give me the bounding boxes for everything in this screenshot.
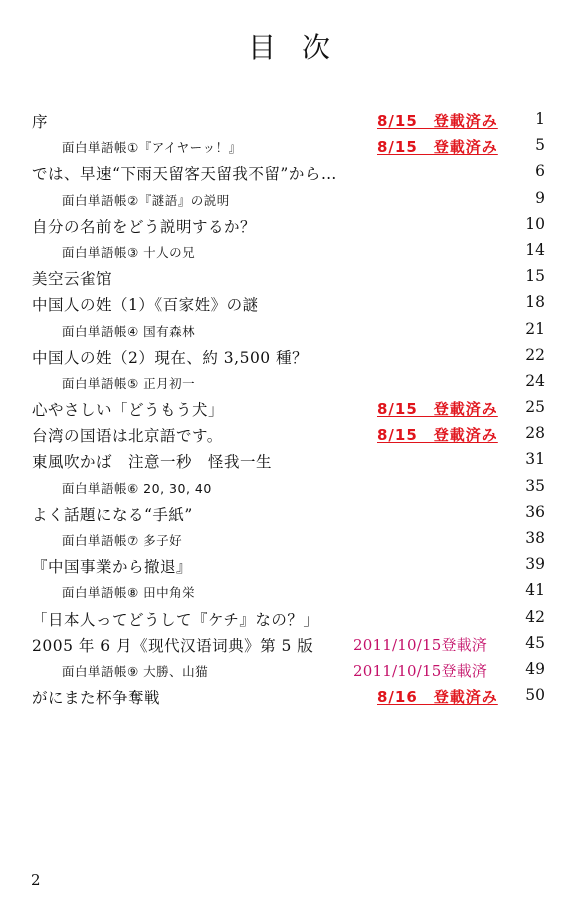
toc-entry-title: 中国人の姓（2）現在、約 3,500 種？	[32, 348, 309, 367]
toc-entry-title: 面白単語帳②『謎語』の説明	[62, 192, 230, 208]
toc-subentry	[0, 317, 578, 343]
toc-entry-page: 28	[525, 424, 545, 443]
toc-entry-page: 22	[525, 345, 545, 364]
toc-entry-page: 38	[525, 529, 545, 547]
toc-entry-page: 1	[535, 110, 545, 128]
toc-entry	[0, 683, 578, 709]
toc-entry	[0, 159, 578, 185]
toc-entry	[0, 212, 578, 238]
toc-subentry	[0, 369, 578, 395]
toc-entry-title: 自分の名前をどう説明するか？	[32, 217, 257, 236]
toc-entry-page: 25	[525, 398, 545, 417]
toc-entry-page: 24	[525, 371, 545, 390]
toc-subentry	[0, 578, 578, 604]
toc-subentry	[0, 186, 578, 212]
toc-entry-page: 31	[525, 450, 545, 469]
toc-entry-title: 面白単語帳⑦ 多子好	[62, 533, 183, 548]
toc-entry-page: 21	[525, 319, 545, 338]
toc-subentry	[0, 238, 578, 264]
toc-entry-page: 18	[525, 293, 545, 312]
publication-note: 2011/10/15登載済	[353, 661, 488, 680]
toc-entry-title: では、早速“下雨天留客天留我不留”から…	[32, 165, 337, 184]
toc-subentry	[0, 474, 578, 500]
publication-note: 8/15 登載済み	[377, 112, 498, 130]
toc-entry	[0, 107, 578, 133]
toc-entry-page: 36	[525, 502, 545, 521]
toc-entry	[0, 343, 578, 369]
page-title: 目次	[247, 31, 356, 64]
toc-entry-title: 東風吹かば 注意一秒 怪我一生	[32, 453, 273, 472]
toc-entry-page: 6	[535, 162, 545, 181]
publication-note: 8/15 登載済み	[377, 426, 498, 445]
toc-entry	[0, 552, 578, 578]
toc-entry	[0, 421, 578, 447]
toc-entry	[0, 395, 578, 421]
toc-entry-page: 49	[525, 659, 545, 678]
toc-entry	[0, 631, 578, 657]
toc-entry-title: 心やさしい「どうもう犬」	[32, 401, 225, 420]
toc-subentry	[0, 657, 578, 683]
toc-subentry	[0, 133, 578, 159]
toc-entry-title: がにまた杯争奪戦	[32, 689, 161, 708]
toc-entry-title: 美空云雀馆	[32, 270, 113, 289]
publication-note: 8/15 登載済み	[377, 400, 498, 419]
toc-entry-page: 15	[525, 267, 545, 286]
publication-note: 2011/10/15登載済	[353, 635, 488, 654]
toc-entry-title: 序	[32, 113, 49, 131]
toc-entry-page: 35	[525, 476, 545, 495]
toc-entry-title: 中国人の姓（1）《百家姓》の謎	[32, 296, 259, 315]
table-of-contents	[0, 107, 578, 709]
toc-entry-page: 50	[525, 686, 545, 705]
toc-entry	[0, 447, 578, 473]
page-number: 2	[31, 871, 41, 889]
toc-entry	[0, 500, 578, 526]
toc-entry	[0, 605, 578, 631]
toc-entry-title: 面白単語帳③ 十人の兄	[62, 244, 196, 260]
toc-entry-title: 面白単語帳⑨ 大勝、山猫	[62, 663, 209, 679]
toc-entry-title: 面白単語帳⑥ 20, 30, 40	[62, 480, 212, 496]
toc-entry-page: 5	[535, 136, 545, 155]
toc-entry-title: 『中国事業から撤退』	[32, 558, 193, 577]
toc-entry-title: 面白単語帳⑧ 田中角栄	[62, 585, 196, 601]
toc-entry-page: 9	[535, 188, 545, 207]
toc-entry	[0, 290, 578, 316]
publication-note: 8/15 登載済み	[377, 138, 498, 157]
toc-entry-page: 14	[525, 240, 545, 259]
toc-entry-title: 面白単語帳①『アイヤーッ！』	[62, 140, 242, 156]
publication-note: 8/16 登載済み	[377, 688, 498, 707]
toc-entry	[0, 264, 578, 290]
toc-entry-title: 面白単語帳⑤ 正月初一	[62, 375, 196, 391]
toc-entry-page: 45	[525, 633, 545, 652]
toc-entry-page: 42	[525, 607, 545, 626]
toc-entry-page: 39	[525, 555, 545, 574]
toc-entry-title: 台湾の国语は北京語です。	[32, 427, 223, 446]
toc-entry-page: 10	[525, 214, 545, 233]
toc-entry-title: 「日本人ってどうして『ケチ』なの？」	[32, 610, 320, 629]
toc-subentry	[0, 526, 578, 552]
toc-entry-title: 2005 年 6 月《现代汉语词典》第 5 版	[32, 636, 314, 655]
toc-entry-page: 41	[525, 581, 545, 600]
toc-entry-title: よく話題になる“手紙”	[32, 505, 193, 524]
toc-entry-title: 面白単語帳④ 国有森林	[62, 323, 196, 339]
